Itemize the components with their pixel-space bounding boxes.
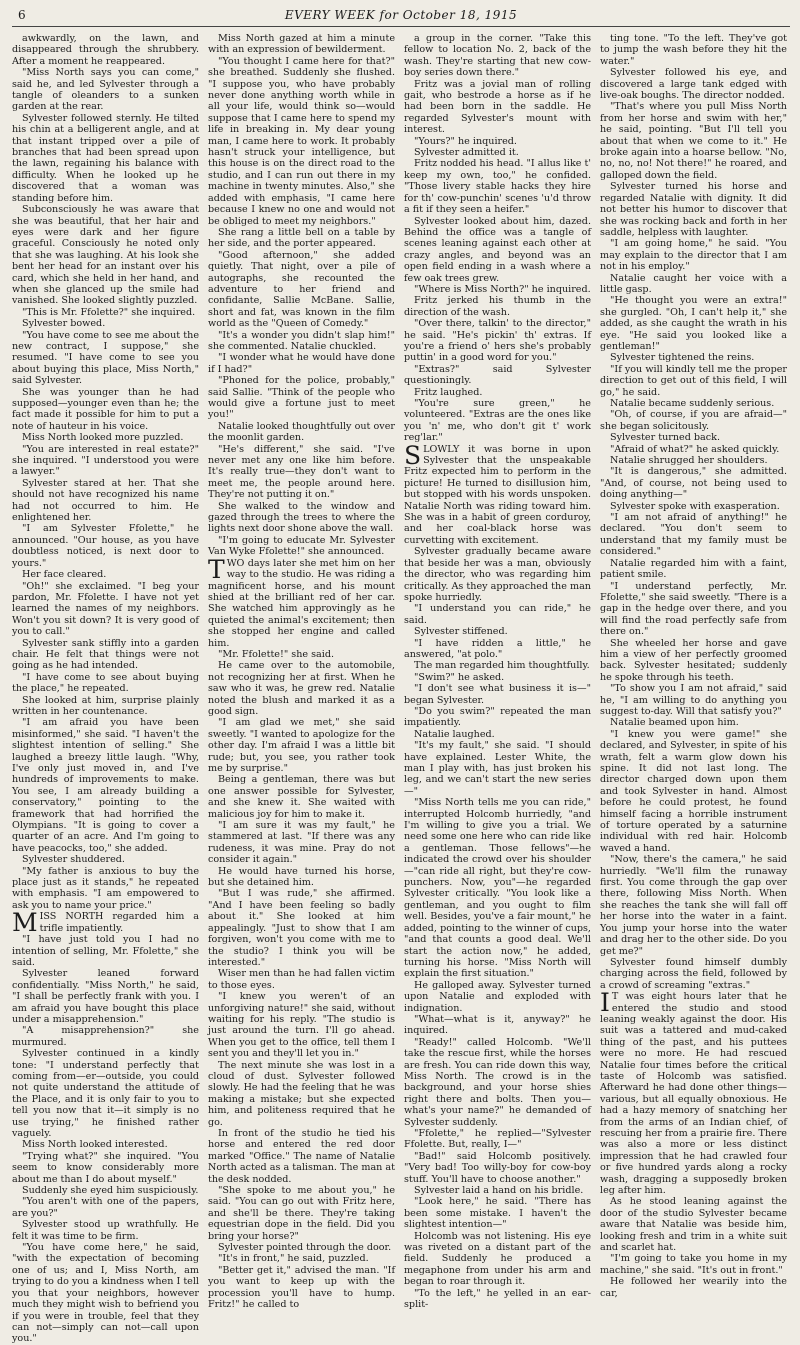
paragraph: a group in the corner. "Take this fellow to location No. 2, back of the wash. They're starting that new cow-boy series down there." [404, 33, 591, 79]
paragraph: She wheeled her horse and gave him a view of her perfectly groomed back. Sylvester hesitated; suddenly he spoke through his teeth. [600, 637, 787, 683]
paragraph: "It is dangerous," she admitted. "And, of course, not being used to doing anything—" [600, 466, 787, 501]
paragraph: She rang a little bell on a table by her side, and the porter appeared. [208, 226, 395, 250]
paragraph: "Extras?" said Sylvester questioningly. [404, 363, 591, 387]
paragraph: "You aren't with one of the papers, are you?" [12, 1196, 199, 1219]
paragraph: Suddenly she eyed him suspiciously. [22, 1185, 199, 1197]
paragraph: The man regarded him thoughtfully. [414, 660, 590, 672]
paragraph: The next minute she was lost in a cloud of dust. Sylvester followed slowly. He had the feeling that he was making a mistake; but she expected him, and politeness required that he go. [208, 1059, 395, 1128]
paragraph: He would have turned his horse, but she detained him. [208, 865, 395, 889]
paragraph: "Trying what?" she inquired. "You seem to know considerably more about me than I do about myself." [12, 1150, 199, 1185]
paragraph: Fritz laughed. [414, 386, 483, 398]
paragraph: "He thought you were an extra!" she gurgled. "Oh, I can't help it," she added, as she caught the wrath in his eye. "He said you looked like a gentleman!" [600, 295, 787, 352]
paragraph: Sylvester stared at her. That she should not have recognized his name had not occurred to him. He enlightened her. [12, 477, 199, 524]
paragraph: "You're sure green," he volunteered. "Extras are the ones like you 'n' me, who don't git t' work reg'lar." [404, 398, 591, 444]
paragraph: "I am going home," he said. "You may explain to the director that I am not in his employ." [600, 238, 787, 273]
paragraph: "To show you I am not afraid," said he, "I am willing to do anything you suggest to-day. Will that satisfy you?" [600, 683, 787, 717]
paragraph: Sylvester spoke with exasperation. [610, 500, 780, 512]
paragraph: "I don't see what business it is—" began Sylvester. [404, 683, 591, 706]
paragraph: In front of the studio he tied his horse and entered the red door marked "Office." The name of Natalie North acted as a talisman. The man at the desk nodded. [208, 1128, 395, 1185]
paragraph: "That's where you pull Miss North from her horse and swim with her," he said, pointing. "But I'll tell you about that when we come to it." He broke again into a hoarse bellow. "No, no, no, no! Not there!" he roared, and galloped down the field. [600, 101, 787, 181]
paragraph: He followed her wearily into the car, [600, 1276, 787, 1299]
paragraph: She looked at him, surprise plainly written in her countenance. [12, 694, 199, 717]
paragraph: Miss North looked more puzzled. [22, 432, 184, 444]
paragraph: Fritz jerked his thumb in the direction of the wash. [404, 295, 591, 318]
paragraph: "To the left," he yelled in an ear-split- [404, 1287, 591, 1311]
paragraph: "Now, there's the camera," he said hurriedly. "We'll film the runaway first. You come through the gap over there, following Miss North. When she reaches the tank she will fall off her horse into the water in a faint. You jump your horse into the water and drag her to the other side. Do you get me?" [600, 854, 787, 957]
paragraph: "Yours?" he inquired. [414, 135, 517, 147]
paragraph: "You have come here," he said, "with the expectation of becoming one of us; and I, Miss North, am trying to do you a kindness when I tell you that your neighbors, however much they might wish to befriend you if you were in trouble, feel that they can not—simply can not—call upon you." [12, 1242, 199, 1345]
paragraph: "It's in front," he said, puzzled. [218, 1253, 369, 1265]
paragraph: "I am afraid you have been misinformed," she said. "I haven't the slightest intention of selling." She laughed a breezy little laugh. "Why, I've only just moved in, and I've hundreds of improvements to make. You see, I am already building a conservatory," pointing to the framework that had horrified the Olympians. "It is going to cover a quarter of an acre. And I'm going to have peacocks, too," she added. [12, 717, 199, 854]
paragraph: He came over to the automobile, not recognizing her at first. When he saw who it was, he grew red. Natalie noted the blush and marked it as a good sign. [208, 660, 395, 717]
paragraph: "It's a wonder you didn't slap him!" she commented. Natalie chuckled. [208, 329, 395, 352]
paragraph: Sylvester stiffened. [414, 626, 508, 638]
paragraph: "You have come to see me about the new contract, I suppose," she resumed. "I have come to see you about buying this place, Miss North," said Sylvester. [12, 329, 199, 387]
paragraph: Sylvester shuddered. [22, 854, 125, 866]
paragraph: "I am Sylvester Ffolette," he announced. "Our house, as you have doubtless noticed, is next door to yours." [12, 523, 199, 569]
paragraph: Natalie caught her voice with a little gasp. [600, 272, 787, 295]
paragraph: She was younger than he had supposed—younger even than he; the fact made it possible for him to put a note of hauteur in his voice. [12, 386, 199, 432]
paragraph: "Good afternoon," she added quietly. That night, over a pile of autographs, she recounted the adventure to her friend and confidante, Sallie McBane. Sallie, short and fat, was known in the film world as the "Queen of Comedy." [208, 249, 395, 330]
paragraph: "I am sure it was my fault," he stammered at last. "If there was any rudeness, it was mine. Pray do not consider it again." [208, 820, 395, 866]
paragraph: "I understand perfectly, Mr. Ffolette," she said sweetly. "There is a gap in the hedge over there, and you will find the road perfectly safe from there on." [600, 580, 787, 638]
column-4 [600, 33, 787, 1299]
paragraph: "Ready!" called Holcomb. "We'll take the rescue first, while the horses are fresh. You can ride down this way, Miss North. The crowd is in the background, and your horse shies right there and bolts. Then you—what's your name?" he demanded of Sylvester suddenly. [404, 1036, 591, 1128]
paragraph: Natalie beamed upon him. [610, 717, 739, 729]
paragraph: Sylvester continued in a kindly tone: "I understand perfectly that coming from—er—outside, you could not quite understand the attitude of the Place, and it is only fair to you to tell you now that it—it simply is no use trying," he finished rather vaguely. [12, 1048, 199, 1139]
paragraph: Sylvester followed sternly. He tilted his chin at a belligerent angle, and at that instant tripped over a pile of branches that had been spread upon the lawn, regaining his balance with difficulty. When he looked up he discovered that a woman was standing before him. [12, 112, 199, 204]
paragraph: "He's different," she said. "I've never met any one like him before. It's really true—they don't want to meet me, the people around here. They're not putting it on." [208, 443, 395, 501]
paragraph: SLOWLY it was borne in upon Sylvester that the unspeakable Fritz expected him to perform in the picture! He turned to disillusion him, but stopped with his words unspoken. Natalie North was riding toward him. She was in a habit of green corduroy, and her coal-black horse was curvetting with excitement. [404, 440, 591, 546]
paragraph: Sylvester bowed. [22, 318, 106, 330]
paragraph: Sylvester tightened the reins. [610, 352, 755, 364]
paragraph: Sylvester sank stiffly into a garden chair. He felt that things were not going as he had intended. [12, 637, 199, 672]
paragraph: "I am glad we met," she said sweetly. "I wanted to apologize for the other day. I'm afraid I was a little bit rude; but, you see, you rather took me by surprise." [208, 717, 395, 774]
paragraph: Sylvester admitted it. [414, 147, 519, 159]
paragraph: Subconsciously he was aware that she was beautiful, that her hair and eyes were dark and her figure graceful. Consciously he noted only that she was laughing. At his look she bent her head for an instant over his card, which she held in her hand, and when she glanced up the smile had vanished. She looked slightly puzzled. [12, 204, 199, 307]
running-title: EVERY WEEK for October 18, 1915 [284, 8, 518, 22]
paragraph: "But I was rude," she affirmed. "And I have been feeling so badly about it." She looked at him appealingly. "Just to show that I am forgiven, won't you come with me to the studio? I think you will be interested." [208, 888, 395, 968]
paragraph: "I knew you were game!" she declared, and Sylvester, in spite of his wrath, felt a warm glow down his spine. It did not last long. The director charged down upon them and took Sylvester in hand. Almost before he could protest, he found himself facing a horrible instrument of torture operated by a saturnine individual with red hair. Holcomb waved a hand. [600, 728, 787, 854]
paragraph: "What—what is it, anyway?" he inquired. [404, 1013, 591, 1037]
paragraph: Sylvester looked about him, dazed. Behind the office was a tangle of scenes leaning against each other at crazy angles, and beyond was an open field ending in a wash where a few oak trees grew. [404, 215, 591, 284]
paragraph: Being a gentleman, there was but one answer possible for Sylvester, and she knew it. She waited with malicious joy for him to make it. [208, 774, 395, 820]
paragraph: Natalie regarded him with a faint, patient smile. [600, 557, 787, 581]
paragraph: "Afraid of what?" he asked quickly. [610, 443, 780, 455]
page-number: 6 [18, 8, 26, 22]
column-2 [208, 33, 395, 1311]
paragraph: "My father is anxious to buy the place just as it stands," he repeated with emphasis. "I am empowered to ask you to name your price." [12, 865, 199, 911]
paragraph: Holcomb was not listening. His eye was riveted on a distant part of the field. Suddenly he produced a megaphone from under his arm and began to roar through it. [404, 1230, 591, 1288]
paragraph: She walked to the window and gazed through the trees to where the lights next door shone above the wall. [208, 500, 395, 535]
paragraph: "Ffolette," he replied—"Sylvester Ffolette. But, really, I—" [404, 1128, 591, 1151]
paragraph: "Miss North tells me you can ride," interrupted Holcomb hurriedly, "and I'm willing to give you a trial. We need some one here who can ride like a gentleman. Those fellows"—he indicated the crowd over his shoulder—"can ride all right, but they're cow-punchers. Now, you"—he regarded Sylvester critically. "You look like a gentleman, and you ought to film well. Besides, you've a fair mount," he added, pointing to the winner of cups, "and that counts a good deal. We'll start the action now," he added, turning his horse. "Miss North will explain the first situation." [404, 797, 591, 980]
paragraph: Sylvester laid a hand on his bridle. [414, 1185, 584, 1197]
paragraph: "Look here," he said. "There has been some mistake. I haven't the slightest intention—" [404, 1196, 591, 1231]
paragraph: "Phoned for the police, probably," said Sallie. "Think of the people who would give a fortune just to meet you!" [208, 375, 395, 421]
paragraph: ting tone. "To the left. They've got to jump the wash before they hit the water." [600, 33, 787, 67]
paragraph: "I'm going to take you home in my machine," she said. "It's out in front." [600, 1253, 787, 1276]
paragraph: Miss North looked interested. [22, 1139, 168, 1151]
paragraph: MISS NORTH regarded him a trifle impatiently. [12, 908, 199, 938]
paragraph: Sylvester turned back. [610, 432, 721, 444]
paragraph: TWO days later she met him on her way to the studio. He was riding a magnificent horse, and his mount shied at the brilliant red of her car. She watched him approvingly as he quieted the animal's excitement; then she stopped her engine and called him. [208, 554, 395, 649]
paragraph: Sylvester found himself dumbly charging across the field, followed by a crowd of screaming "extras." [600, 956, 787, 991]
paragraph: "I have just told you I had no intention of selling, Mr. Ffolette," she said. [12, 934, 199, 968]
paragraph: He galloped away. Sylvester turned upon Natalie and exploded with indignation. [404, 979, 591, 1014]
paragraph: "Swim?" he asked. [414, 671, 505, 683]
paragraph: Natalie shrugged her shoulders. [610, 455, 768, 467]
column-1 [12, 33, 199, 1345]
paragraph: Natalie looked thoughtfully out over the moonlit garden. [208, 420, 395, 444]
paragraph: "You are interested in real estate?" she inquired. "I understood you were a lawyer." [12, 443, 199, 478]
paragraph: Fritz was a jovial man of rolling gait, who bestrode a horse as if he had been born in the saddle. He regarded Sylvester's mount with interest. [404, 78, 591, 136]
paragraph: Sylvester turned his horse and regarded Natalie with dignity. It did not better his humor to discover that she was rocking back and forth in her saddle, helpless with laughter. [600, 181, 787, 238]
paragraph: "Bad!" said Holcomb positively. "Very bad! Too willy-boy for cow-boy stuff. You'll have to choose another." [404, 1150, 591, 1185]
paragraph: "Mr. Ffolette!" she said. [218, 648, 335, 660]
paragraph: "Where is Miss North?" he inquired. [414, 283, 591, 295]
paragraph: Miss North gazed at him a minute with an expression of bewilderment. [208, 33, 395, 56]
paragraph: "You thought I came here for that?" she breathed. Suddenly she flushed. "I suppose you, who have probably never done anything worth while in all your life, would think so—would suppose that I came here to spend my life in breaking in. My dear young man, I came here to work. It probably hasn't struck your intelligence, but this house is on the direct road to the studio, and I can run out there in my machine in twenty minutes. Also," she added with emphasis, "I came here because I knew no one and would not be obliged to meet my neighbors." [208, 55, 395, 227]
paragraph: "She spoke to me about you," he said. "You can go out with Fritz here, and she'll be there. They're taking equestrian dope in the field. Did you bring your horse?" [208, 1185, 395, 1242]
paragraph: Natalie laughed. [414, 728, 495, 740]
paragraph: "I wonder what he would have done if I had?" [208, 352, 395, 375]
paragraph: IT was eight hours later that he entered the studio and stood leaning weakly against the door. His suit was a tattered and mud-caked thing of the past, and his puttees were no more. He had rescued Natalie four times before the critical taste of Holcomb was satisfied. Afterward he had done other things—various, but all equally obnoxious. He had a hazy memory of snatching her from the arms of an Indian chief, of rescuing her from a prairie fire. There was also a more or less distinct impression that he had crawled four or five hundred yards along a rocky wash, dragging a supposedly broken leg after him. [600, 988, 787, 1197]
paragraph: "I'm going to educate Mr. Sylvester Van Wyke Ffolette!" she announced. [208, 534, 395, 558]
paragraph: Sylvester leaned forward confidentially. "Miss North," he said, "I shall be perfectly frank with you. I am afraid you have bought this place under a misapprehension." [12, 968, 199, 1025]
paragraph: "I have ridden a little," he answered, "at polo." [404, 637, 591, 660]
paragraph: Natalie became suddenly serious. [610, 398, 775, 409]
column-3 [404, 33, 591, 1311]
paragraph: "I am not afraid of anything!" he declared. "You don't seem to understand that my family must be considered." [600, 512, 787, 558]
paragraph: "I have come to see about buying the place," he repeated. [12, 671, 199, 695]
paragraph: "I understand you can ride," he said. [404, 603, 591, 626]
page-header [12, 6, 790, 27]
paragraph: Sylvester gradually became aware that beside her was a man, obviously the director, who was regarding him critically. As they approached the man spoke hurriedly. [404, 546, 591, 603]
paragraph: "Oh, of course, if you are afraid—" she began solicitously. [600, 409, 787, 432]
paragraph: "Over there, talkin' to the director," he said. "He's pickin' th' extras. If you're a friend o' hers she's probably puttin' in a good word for you." [404, 318, 591, 364]
paragraph: "It's my fault," she said. "I should have explained. Lester White, the man I play with, has just broken his leg, and we can't start the new series—" [404, 740, 591, 797]
paragraph: "If you will kindly tell me the proper direction to get out of this field, I will go," he said. [600, 363, 787, 398]
paragraph: Wiser men than he had fallen victim to those eyes. [208, 968, 395, 991]
paragraph: "Do you swim?" repeated the man impatiently. [404, 705, 591, 729]
paragraph: "Better get it," advised the man. "If you want to keep up with the procession you'll have to hump. Fritz!" he called to [208, 1264, 395, 1311]
paragraph: "I knew you weren't of an unforgiving nature!" she said, without waiting for his reply. "The studio is just around the turn. I'll go ahead. When you get to the office, tell them I sent you and they'll let you in." [208, 991, 395, 1060]
paragraph: "This is Mr. Ffolette?" she inquired. [22, 306, 196, 318]
paragraph: "Miss North says you can come," said he, and led Sylvester through a tangle of oleanders to a sunken garden at the rear. [12, 67, 199, 113]
paragraph: Sylvester pointed through the door. [218, 1242, 392, 1254]
paragraph: awkwardly, on the lawn, and disappeared through the shrubbery. After a moment he reappeared. [12, 33, 199, 67]
text-columns [12, 33, 790, 1345]
paragraph: Her face cleared. [22, 569, 107, 581]
paragraph: Sylvester stood up wrathfully. He felt it was time to be firm. [12, 1219, 199, 1242]
paragraph: As he stood leaning against the door of the studio Sylvester became aware that Natalie was beside him, looking fresh and trim in a white suit and scarlet hat. [600, 1196, 787, 1254]
paragraph: "Oh!" she exclaimed. "I beg your pardon, Mr. Ffolette. I have not yet learned the names of my neighbors. Won't you sit down? It is very good of you to call." [12, 580, 199, 638]
paragraph: Sylvester followed his eye, and discovered a large tank edged with live-oak boughs. The director nodded. [600, 67, 787, 102]
paragraph: "A misapprehension?" she murmured. [12, 1025, 199, 1048]
paragraph: Fritz nodded his head. "I allus like t' keep my own, too," he confided. "Those livery stable hacks they hire for th' cow-punchin' scenes 'u'd throw a fit if they seen a heifer." [404, 158, 591, 216]
